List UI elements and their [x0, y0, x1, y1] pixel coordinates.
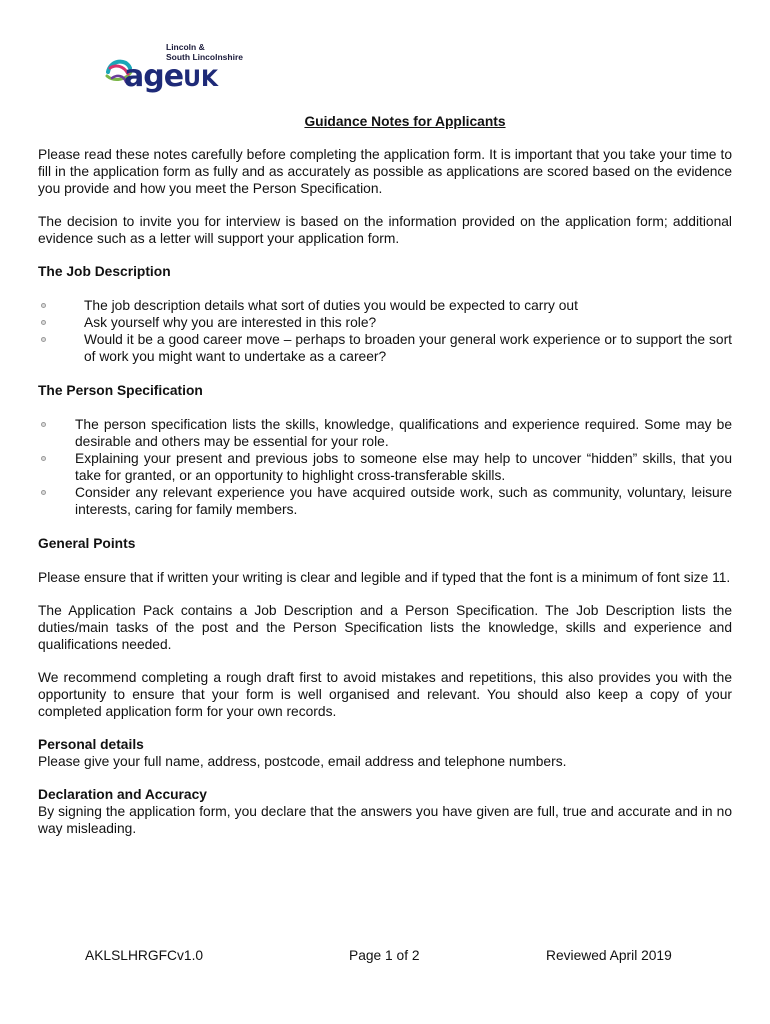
general-points-paragraph-3: We recommend completing a rough draft first to avoid mistakes and repetitions, this also provides you with the opportunity to ensure that your form is well organised and relevant. You should also keep a copy of your completed application form for your own records. — [38, 670, 732, 719]
age-uk-logo — [104, 40, 254, 100]
personal-details-heading: Personal details — [38, 737, 144, 752]
page-title: Guidance Notes for Applicants — [304, 114, 506, 129]
intro-paragraph-2: The decision to invite you for interview is based on the information provided on the application form; additional evidence such as a letter will support your application form. — [38, 214, 732, 246]
logo-brand: age — [124, 59, 184, 94]
footer-reviewed-date: Reviewed April 2019 — [546, 948, 672, 963]
person-specification-heading: The Person Specification — [38, 383, 203, 398]
bullet-icon — [41, 456, 46, 461]
logo-brand-suffix: UK — [183, 67, 218, 92]
list-item — [38, 331, 732, 365]
bullet-icon — [41, 337, 46, 342]
list-item-text: Would it be a good career move – perhaps to broaden your general work experience or to support the sort of work you might want to undertake as a career? — [84, 332, 732, 364]
bullet-icon — [41, 320, 46, 325]
bullet-icon — [41, 490, 46, 495]
list-item — [38, 297, 732, 314]
declaration-heading: Declaration and Accuracy — [38, 787, 207, 802]
general-points-paragraph-2: The Application Pack contains a Job Description and a Person Specification. The Job Description lists the duties/main tasks of the post and the Person Specification lists the knowledge, skills and experience and qualifications needed. — [38, 603, 732, 652]
list-item-text: The person specification lists the skills, knowledge, qualifications and experience required. Some may be desirable and others may be essential for your role. — [75, 417, 732, 449]
intro-paragraph-1: Please read these notes carefully before completing the application form. It is important that you take your time to fill in the application form as fully and as accurately as possible as applications are scored based on the evidence you provide and how you meet the Person Specification. — [38, 147, 732, 196]
footer-document-ref: AKLSLHRGFCv1.0 — [85, 948, 204, 963]
list-item — [38, 450, 732, 484]
person-specification-list — [38, 416, 732, 518]
list-item-text: Ask yourself why you are interested in this role? — [84, 315, 377, 330]
logo-wordmark — [124, 60, 218, 97]
list-item — [38, 416, 732, 450]
logo-region-line-1: Lincoln & — [166, 42, 205, 52]
list-item-text: Explaining your present and previous jobs to someone else may help to uncover “hidden” skills, that you take for granted, or an opportunity to highlight cross-transferable skills. — [75, 451, 732, 483]
job-description-heading: The Job Description — [38, 264, 171, 279]
general-points-heading: General Points — [38, 536, 136, 551]
personal-details-text: Please give your full name, address, postcode, email address and telephone numbers. — [38, 754, 567, 769]
list-item — [38, 314, 732, 331]
list-item-text: The job description details what sort of duties you would be expected to carry out — [84, 298, 578, 313]
logo-region-line-2: South Lincolnshire — [166, 52, 243, 62]
job-description-list — [38, 297, 732, 365]
list-item-text: Consider any relevant experience you have acquired outside work, such as community, voluntary, leisure interests, caring for family members. — [75, 485, 732, 517]
footer-page-number: Page 1 of 2 — [349, 948, 420, 963]
bullet-icon — [41, 422, 46, 427]
bullet-icon — [41, 303, 46, 308]
list-item — [38, 484, 732, 518]
document-body — [38, 113, 732, 853]
general-points-paragraph-1: Please ensure that if written your writing is clear and legible and if typed that the font is a minimum of font size 11. — [38, 570, 731, 585]
declaration-text: By signing the application form, you declare that the answers you have given are full, true and accurate and in no way misleading. — [38, 804, 732, 836]
